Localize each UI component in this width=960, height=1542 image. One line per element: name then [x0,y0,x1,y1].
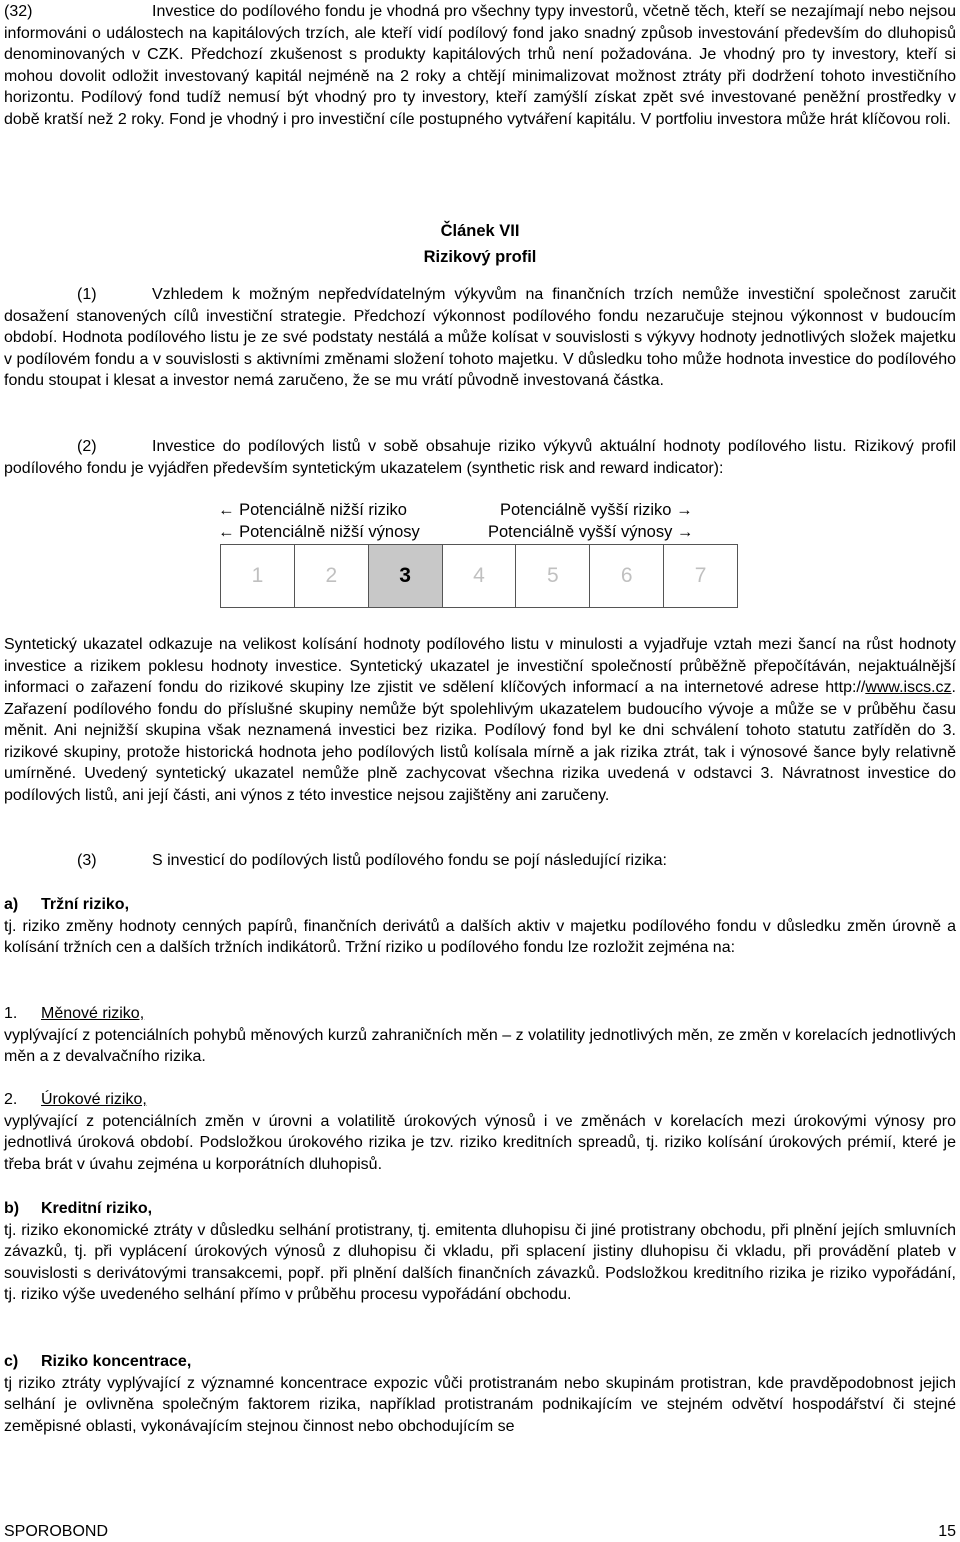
item-title: Kreditní riziko, [41,1200,153,1217]
footer-fund-name: SPOROBOND [4,1523,109,1540]
item-text: tj. riziko ekonomické ztráty v důsledku selhání protistrany, tj. emitenta dluhopisu či jiné protistrany obchodu, při plnění jejích smluvních závazků, tj. při vyplácení úrokových výnosů z dluhopisu či vkladu, při splacení jistiny dluhopisu či vkladu, při provádění plateb v souvislosti s derivátovými transakcemi, popř. při plnění dalších finančních závazků. Podsložkou kreditního rizika je riziko vypořádání, tj. riziko výše uvedeného selhání přímo v průběhu procesu vypořádání obchodu. [4,1221,956,1303]
paragraph-32 [4,1,956,130]
paragraph-text: S investicí do podílových listů podílového fondu se pojí následující rizika: [152,852,667,869]
paragraph-srri [4,634,956,806]
risk-level-3: 3 [369,545,443,607]
article-title: Rizikový profil [423,248,537,266]
paragraph-number: (1) [77,286,97,303]
paragraph-2 [4,436,956,479]
paragraph-3 [4,850,956,872]
item-text: tj riziko ztráty vyplývající z významné koncentrace expozic vůči protistranám nebo skupinám protistran, kde pravděpodobnost jejich selhání je ovlivněna společným faktorem rizika, například protistranám podnikajícím ve stejném odvětví hospodářství či stejné zeměpisné oblasti, vykonávajícím stejnou činnost nebo obchodujícím se [4,1374,956,1435]
paragraph-number: (32) [4,3,33,20]
paragraph-number: (3) [77,852,97,869]
paragraph-text: Investice do podílového fondu je vhodná pro všechny typy investorů, včetně těch, kteří se nezajímají nebo nejsou informováni o událostech na kapitálových trzích, ale kteří vidí podílový fond jako snadný způsob investování především do dluhopisů denominovaných v CZK. Předchozí zkušenost s produkty kapitálových trhů není požadována. Je vhodný pro ty investory, kteří si mohou dovolit odložit investovaný kapitál nejméně na 2 roky a chtějí minimalizovat možnost ztráty při dodržení tohoto investičního horizontu. Podílový fond tudíž nemusí být vhodný pro ty investory, kteří zamýšlí získat zpět své investované peněžní prostředky v době kratší než 2 roky. Fond je vhodný i pro investiční cíle postupného vytváření kapitálu. V portfoliu investora může hrát klíčovou roli. [4,3,956,128]
risk-level-4: 4 [443,545,517,607]
iscs-website-link[interactable]: www.iscs.cz [865,679,952,696]
item-title: Úrokové riziko, [41,1091,147,1108]
risk-a2-interest [4,1089,956,1175]
risk-a1-currency [4,1003,956,1068]
paragraph-text: Syntetický ukazatel odkazuje na velikost kolísání hodnoty podílového listu v minulosti a vyjadřuje vztah mezi šancí na růst hodnoty investice a rizikem poklesu hodnoty investice. Syntetický ukazatel je investiční společností průběžně přepočítáván, nejaktuálnější informaci o zařazení fondu do rizikové skupiny lze zjistit ve sdělení klíčových informací a na internetové adrese http:// [4,636,956,696]
item-text: tj. riziko změny hodnoty cenných papírů, finančních derivátů a dalších aktiv v majetku podílového fondu v důsledku změn úrovně a kolísání tržních cen a dalších tržních indikátorů. Tržní riziko u podílového fondu lze rozložit zejména na: [4,917,956,956]
item-label: b) [4,1200,20,1217]
paragraph-1 [4,284,956,392]
item-text: vyplývající z potenciálních pohybů měnových kurzů zahraničních měn – z volatility jednotlivých měn, ze změn v korelacích jednotlivých měn a z devalvačního rizika. [4,1026,956,1065]
low-return-label: ← Potenciálně nižší výnosy [218,523,420,541]
item-label: 1. [4,1005,18,1022]
item-text: vyplývající z potenciálních změn v úrovni a volatilitě úrokových výnosů i ve změnách v korelacích mezi úrokovými výnosy pro jednotlivá úroková období. Podsložkou úrokového rizika je tzv. riziko kreditních spreadů, tj. riziko kolísání úrokových prémií, které je třeba brát v úvahu zejména u korporátních dluhopisů. [4,1112,956,1173]
risk-c-concentration [4,1351,956,1437]
risk-level-7: 7 [694,564,707,588]
paragraph-number: (2) [77,438,97,455]
article-number: Článek VII [440,222,520,240]
risk-level-2: 2 [295,545,369,607]
paragraph-text-continued: . Zařazení podílového fondu do příslušné skupiny nemůže být spolehlivým ukazatelem budoucího vývoje a může se v průběhu času měnit. Ani nejnižší skupina však neznamená investici bez rizika. Podílový fond byl ke dni schválení tohoto statutu zatříděn do 3. rizikové skupiny, protože historická hodnota jeho podílových listů kolísala mírně a jak rizika ztrát, tak i výnosové šance byly relativně umírněné. Uvedený syntetický ukazatel nemůže plně zachycovat všechna rizika uvedená v odstavci 3. Návratnost investice do podílových listů, ani její části, ani výnos z této investice nejsou zajištěny ani zaručeny. [4,679,956,804]
article-heading [4,218,956,270]
risk-level-1: 1 [221,545,295,607]
item-label: 2. [4,1091,18,1108]
high-return-label: Potenciálně vyšší výnosy → [488,523,694,541]
risk-level-5: 5 [516,545,590,607]
risk-b-credit [4,1198,956,1306]
risk-a-market [4,894,956,959]
item-label: a) [4,896,19,913]
footer-page-number: 15 [938,1523,956,1540]
risk-reward-scale [220,544,738,608]
item-title: Riziko koncentrace, [41,1353,192,1370]
risk-level-6: 6 [590,545,664,607]
item-title: Tržní riziko, [41,896,130,913]
paragraph-text: Investice do podílových listů v sobě obsahuje riziko výkyvů aktuální hodnoty podílového listu. Rizikový profil podílového fondu je vyjádřen především syntetickým ukazatelem (synthetic risk and reward indicator): [4,438,956,477]
high-risk-label: Potenciálně vyšší riziko → [500,501,693,519]
paragraph-text: Vzhledem k možným nepředvídatelným výkyvům na finančních trzích nemůže investiční společnost zaručit dosažení stanovených cílů investiční strategie. Předchozí výkonnost podílového fondu nezaručuje stejnou výkonnost v budoucím období. Hodnota podílového listu je ze své podstaty nestálá a může kolísat v souvislosti s výkyvy hodnoty jednotlivých složek majetku v podílovém fondu a v souvislosti s aktivními změnami složení tohoto majetku. V důsledku toho může hodnota investice do podílového fondu stoupat i klesat a investor nemá zaručeno, že se mu vrátí původně investovaná částka. [4,286,956,389]
item-label: c) [4,1353,19,1370]
low-risk-label: ← Potenciálně nižší riziko [218,501,407,519]
item-title: Měnové riziko, [41,1005,145,1022]
